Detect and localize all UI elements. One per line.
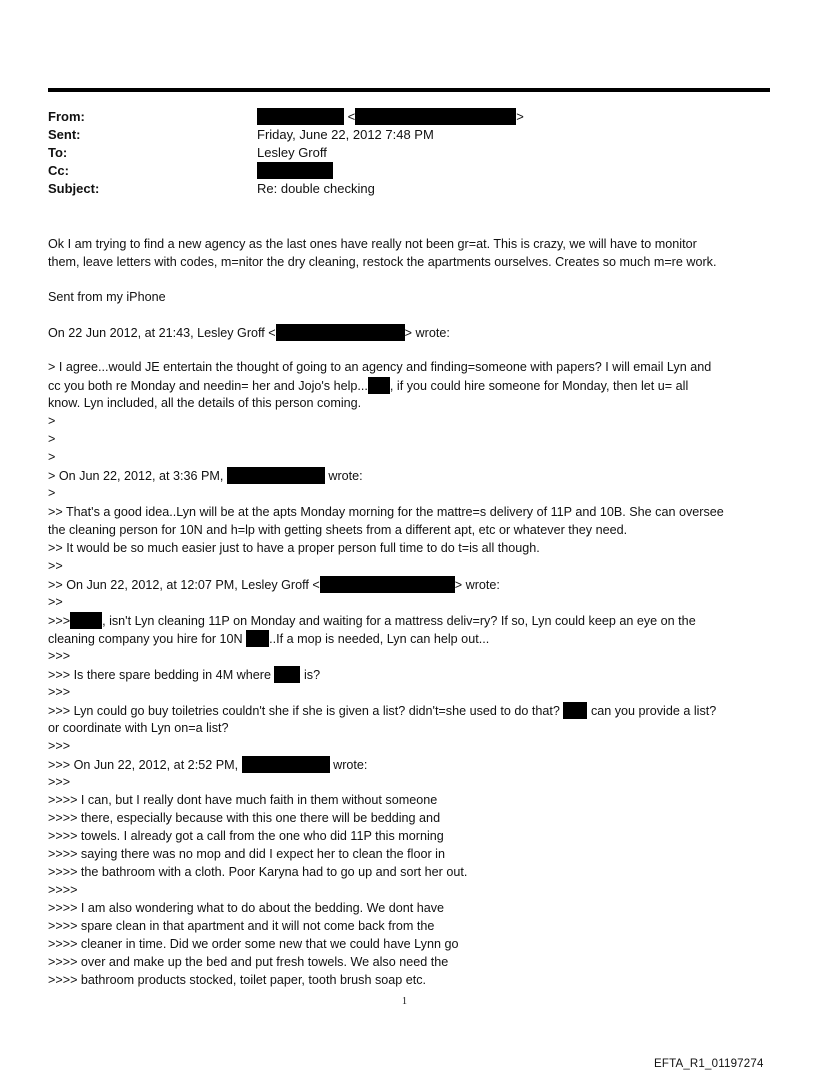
redaction-block <box>355 108 516 125</box>
quote-line: >>>> <box>48 883 78 897</box>
quote-line: >> <box>48 595 63 609</box>
cc-redaction <box>257 162 333 179</box>
quote-line: know. Lyn included, all the details of this person coming. <box>48 396 362 410</box>
quote-line: >> <box>48 559 63 573</box>
quote-line: or coordinate with Lyn on=a list? <box>48 721 229 735</box>
redaction-block <box>320 576 455 593</box>
page-number: 1 <box>402 996 407 1007</box>
redaction-block <box>368 377 390 394</box>
body-line: them, leave letters with codes, m=nitor the dry cleaning, restock the apartments ourselves. Creates so much m=re work. <box>48 255 717 269</box>
quote-line: >>>> saying there was no mop and did I expect her to clean the floor in <box>48 847 445 861</box>
header-rule <box>48 88 770 92</box>
quote-line: > <box>48 450 56 464</box>
redaction-block <box>257 108 344 125</box>
sent-label: Sent: <box>48 127 81 142</box>
redaction-block <box>246 630 269 647</box>
quote-line: >>>> the bathroom with a cloth. Poor Karyna had to go up and sort her out. <box>48 865 468 879</box>
redaction-block <box>563 702 587 719</box>
quote-line: >> That's a good idea..Lyn will be at the apts Monday morning for the mattre=s delivery of 11P and 10B. She can oversee <box>48 505 724 519</box>
quote-header: > On Jun 22, 2012, at 3:36 PM, wrote: <box>48 469 363 483</box>
redaction-block <box>274 666 300 683</box>
quote-line: cc you both re Monday and needin= her and Jojo's help... , if you could hire someone for Monday, then let u= all <box>48 379 689 393</box>
quote-line: >>>> bathroom products stocked, toilet paper, tooth brush soap etc. <box>48 973 427 987</box>
quote-header: On 22 Jun 2012, at 21:43, Lesley Groff < > wrote: <box>48 326 450 340</box>
quote-line: >>>> cleaner in time. Did we order some new that we could have Lynn go <box>48 937 459 951</box>
quote-line: >> It would be so much easier just to have a proper person full time to do t=is all though. <box>48 541 540 555</box>
quote-line: >>>> spare clean in that apartment and it will not come back from the <box>48 919 435 933</box>
quote-header: >>> On Jun 22, 2012, at 2:52 PM, wrote: <box>48 758 368 772</box>
subject-value: Re: double checking <box>257 181 375 196</box>
quote-line: >>> <box>48 739 71 753</box>
quote-line: > <box>48 432 56 446</box>
quote-line: > I agree...would JE entertain the thought of going to an agency and finding=someone with papers? I will email Lyn and <box>48 360 712 374</box>
from-value: < > <box>257 108 524 126</box>
document-id: EFTA_R1_01197274 <box>654 1058 764 1070</box>
redaction-block <box>276 324 405 341</box>
quote-line: >>>> towels. I already got a call from the one who did 11P this morning <box>48 829 444 843</box>
quote-line: >>>> I can, but I really dont have much faith in them without someone <box>48 793 438 807</box>
signature: Sent from my iPhone <box>48 290 166 304</box>
to-value: Lesley Groff <box>257 145 327 160</box>
redaction-block <box>70 612 102 629</box>
quote-line: >>> , isn't Lyn cleaning 11P on Monday and waiting for a mattress deliv=ry? If so, Lyn could keep an eye on the <box>48 614 696 628</box>
cc-label: Cc: <box>48 163 69 178</box>
quote-line: > <box>48 486 56 500</box>
quote-line: >>> Lyn could go buy toiletries couldn't she if she is given a list? didn't=she used to do that? can you provide a list? <box>48 704 717 718</box>
quote-line: >>> <box>48 775 71 789</box>
quote-line: >>>> I am also wondering what to do about the bedding. We dont have <box>48 901 445 915</box>
quote-line: >>>> there, especially because with this one there will be bedding and <box>48 811 441 825</box>
redaction-block <box>227 467 325 484</box>
sent-value: Friday, June 22, 2012 7:48 PM <box>257 127 434 142</box>
quote-line: cleaning company you hire for 10N ..If a mop is needed, Lyn can help out... <box>48 632 490 646</box>
quote-line: >>>> over and make up the bed and put fresh towels. We also need the <box>48 955 449 969</box>
redaction-block <box>242 756 330 773</box>
from-label: From: <box>48 109 85 124</box>
quote-line: >>> Is there spare bedding in 4M where is? <box>48 668 321 682</box>
quote-line: > <box>48 414 56 428</box>
quote-header: >> On Jun 22, 2012, at 12:07 PM, Lesley Groff < > wrote: <box>48 578 500 592</box>
quote-line: the cleaning person for 10N and h=lp with getting sheets from a different apt, etc or whatever they need. <box>48 523 628 537</box>
quote-line: >>> <box>48 685 71 699</box>
quote-line: >>> <box>48 649 71 663</box>
to-label: To: <box>48 145 68 160</box>
subject-label: Subject: <box>48 181 100 196</box>
body-line: Ok I am trying to find a new agency as the last ones have really not been gr=at. This is crazy, we will have to monitor <box>48 237 697 251</box>
